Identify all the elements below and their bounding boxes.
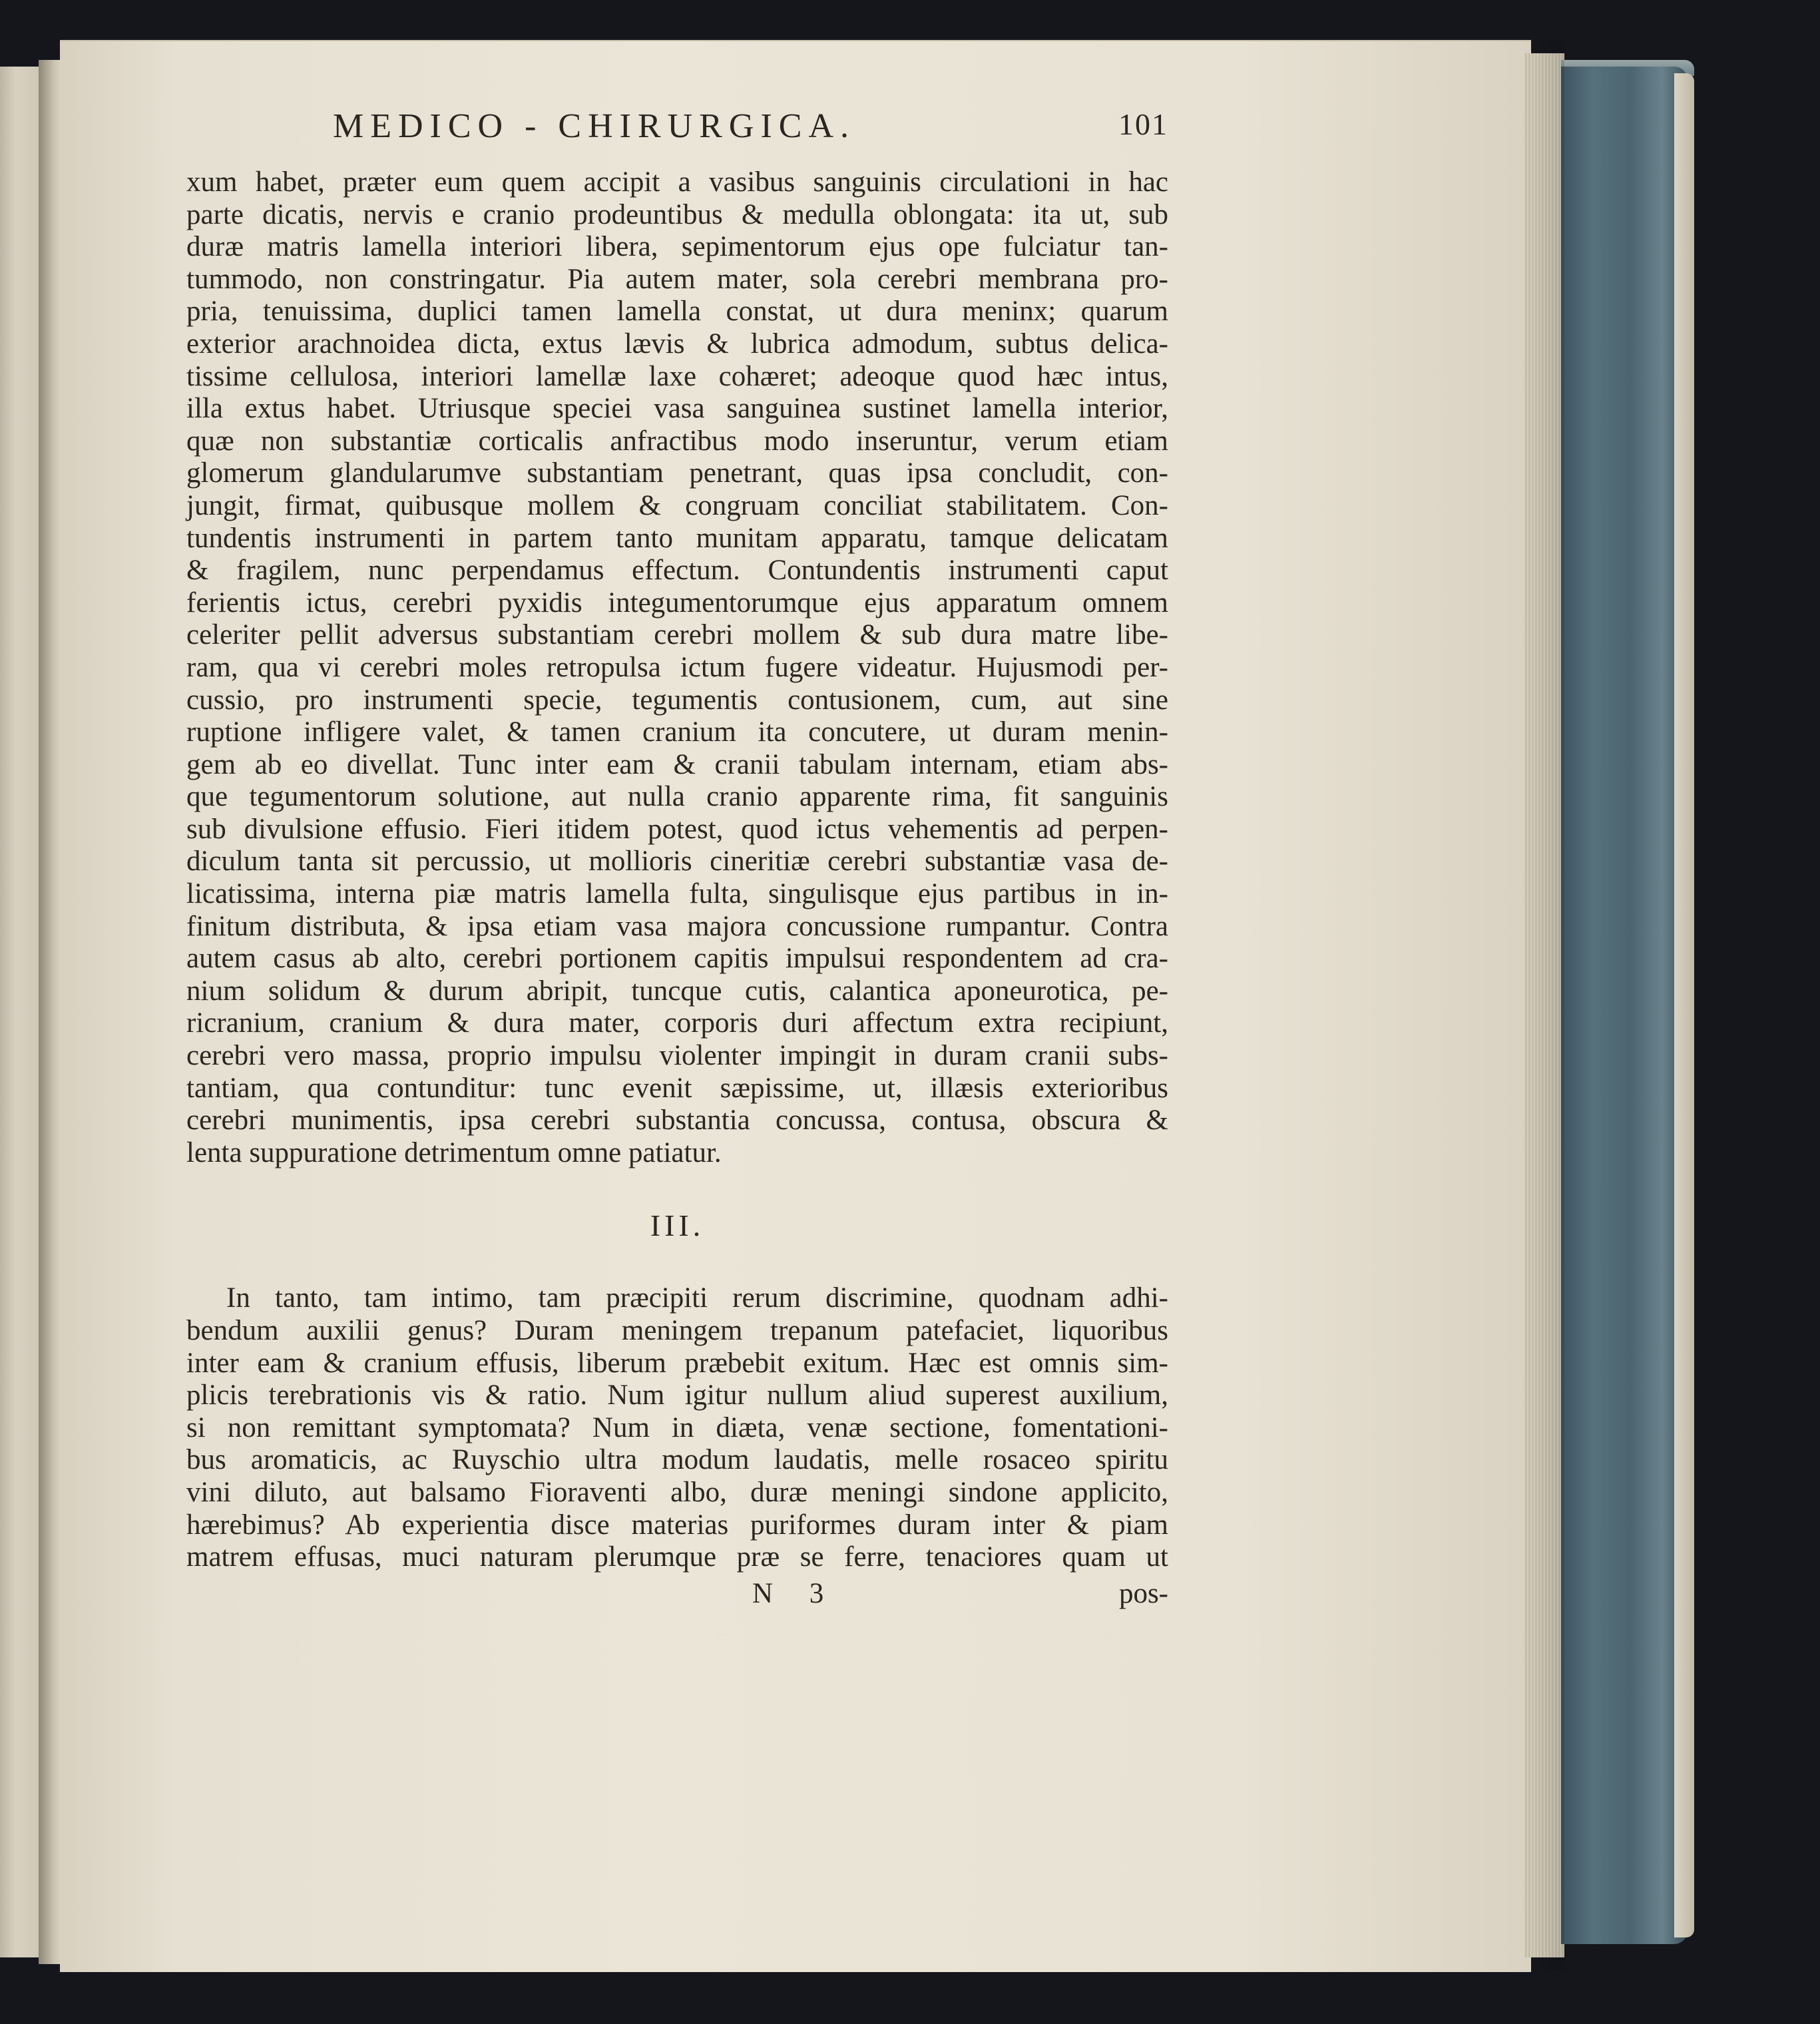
text-line: gem ab eo divellat. Tunc inter eam & cranii tabulam internam, etiam abs- (186, 748, 1168, 780)
text-line: bus aromaticis, ac Ruyschio ultra modum laudatis, melle rosaceo spiritu (186, 1444, 1168, 1476)
text-line: si non remittant symptomata? Num in diæta, venæ sectione, fomentationi- (186, 1411, 1168, 1443)
text-line: tummodo, non constringatur. Pia autem mater, sola cerebri membrana pro- (186, 263, 1168, 295)
text-line: pria, tenuissima, duplici tamen lamella constat, ut dura meninx; quarum (186, 296, 1168, 328)
text-line: hærebimus? Ab experientia disce materias puriformes duram inter & piam (186, 1509, 1168, 1541)
text-line: lenta suppuratione detrimentum omne patiatur. (186, 1137, 722, 1168)
paragraph-2 (186, 1282, 1168, 1573)
text-line: tissime cellulosa, interiori lamellæ laxe cohæret; adeoque quod hæc intus, (186, 360, 1168, 392)
text-line: sub divulsione effusio. Fieri itidem potest, quod ictus vehementis ad perpen- (186, 813, 1168, 845)
section-heading: III. (650, 1208, 705, 1243)
text-line: tundentis instrumenti in partem tanto munitam apparatu, tamque delicatam (186, 522, 1168, 554)
page-footer (186, 1574, 1168, 1614)
cover-board-edge (1674, 73, 1694, 1937)
text-line: illa extus habet. Utriusque speciei vasa sanguinea sustinet lamella interior, (186, 393, 1168, 425)
text-line: ferientis ictus, cerebri pyxidis integumentorumque ejus apparatum omnem (186, 587, 1168, 619)
text-line: duræ matris lamella interiori libera, sepimentorum ejus ope fulciatur tan- (186, 231, 1168, 263)
text-line: ruptione infligere valet, & tamen cranium ita concutere, ut duram menin- (186, 716, 1168, 748)
text-line: xum habet, præter eum quem accipit a vasibus sanguinis circulationi in hac (186, 166, 1168, 198)
text-line: plicis terebrationis vis & ratio. Num igitur nullum aliud superest auxilium, (186, 1380, 1168, 1411)
fore-edge (1561, 67, 1688, 1944)
text-line: autem casus ab alto, cerebri portionem capitis impulsui respondentem ad cra- (186, 943, 1168, 975)
text-line: vini diluto, aut balsamo Fioraventi albo, duræ meningi sindone applicito, (186, 1476, 1168, 1508)
text-line: ricranium, cranium & dura mater, corporis duri affectum extra recipiunt, (186, 1007, 1168, 1039)
text-line: cerebri vero massa, proprio impulsu violenter impingit in duram cranii subs- (186, 1040, 1168, 1072)
page-number: 101 (1118, 107, 1168, 141)
signature-mark: N 3 (752, 1577, 839, 1609)
text-line: ram, qua vi cerebri moles retropulsa ictum fugere videatur. Hujusmodi per- (186, 651, 1168, 683)
text-line: celeriter pellit adversus substantiam cerebri mollem & sub dura matre libe- (186, 619, 1168, 651)
text-line: cerebri munimentis, ipsa cerebri substantia concussa, contusa, obscura & (186, 1105, 1168, 1137)
text-line: inter eam & cranium effusis, liberum præbebit exitum. Hæc est omnis sim- (186, 1347, 1168, 1379)
running-head (186, 107, 1168, 166)
page-curl-shadow (1531, 40, 1564, 1971)
text-line: licatissima, interna piæ matris lamella fulta, singulisque ejus partibus in in- (186, 878, 1168, 910)
text-line: & fragilem, nunc perpendamus effectum. Contundentis instrumenti caput (186, 555, 1168, 587)
text-line: In tanto, tam intimo, tam præcipiti rerum discrimine, quodnam adhi- (226, 1282, 1168, 1314)
text-line: tantiam, qua contunditur: tunc evenit sæpissime, ut, illæsis exterioribus (186, 1072, 1168, 1104)
text-line: exterior arachnoidea dicta, extus lævis & lubrica admodum, subtus delica- (186, 328, 1168, 360)
text-line: nium solidum & durum abripit, tuncque cutis, calantica aponeurotica, pe- (186, 975, 1168, 1007)
text-line: finitum distributa, & ipsa etiam vasa majora concussione rumpantur. Contra (186, 910, 1168, 942)
text-line: quæ non substantiæ corticalis anfractibus modo inseruntur, verum etiam (186, 425, 1168, 457)
text-line: matrem effusas, muci naturam plerumque præ se ferre, tenaciores quam ut (186, 1541, 1168, 1573)
text-block (186, 107, 1168, 1614)
text-line: bendum auxilii genus? Duram meningem trepanum patefaciet, liquoribus (186, 1315, 1168, 1346)
paragraph-1 (186, 166, 1168, 1169)
text-line: cussio, pro instrumenti specie, tegumentis contusionem, cum, aut sine (186, 684, 1168, 716)
text-line: glomerum glandularumve substantiam penetrant, quas ipsa concludit, con- (186, 457, 1168, 489)
text-line: parte dicatis, nervis e cranio prodeuntibus & medulla oblongata: ita ut, sub (186, 198, 1168, 230)
left-page-edge (0, 67, 41, 1957)
text-line: diculum tanta sit percussio, ut mollioris cineritiæ cerebri substantiæ vasa de- (186, 846, 1168, 878)
catchword: pos- (1118, 1577, 1168, 1609)
running-title: MEDICO - CHIRURGICA. (333, 107, 855, 145)
text-line: jungit, firmat, quibusque mollem & congruam conciliat stabilitatem. Con- (186, 489, 1168, 521)
text-line: que tegumentorum solutione, aut nulla cranio apparente rima, fit sanguinis (186, 781, 1168, 813)
